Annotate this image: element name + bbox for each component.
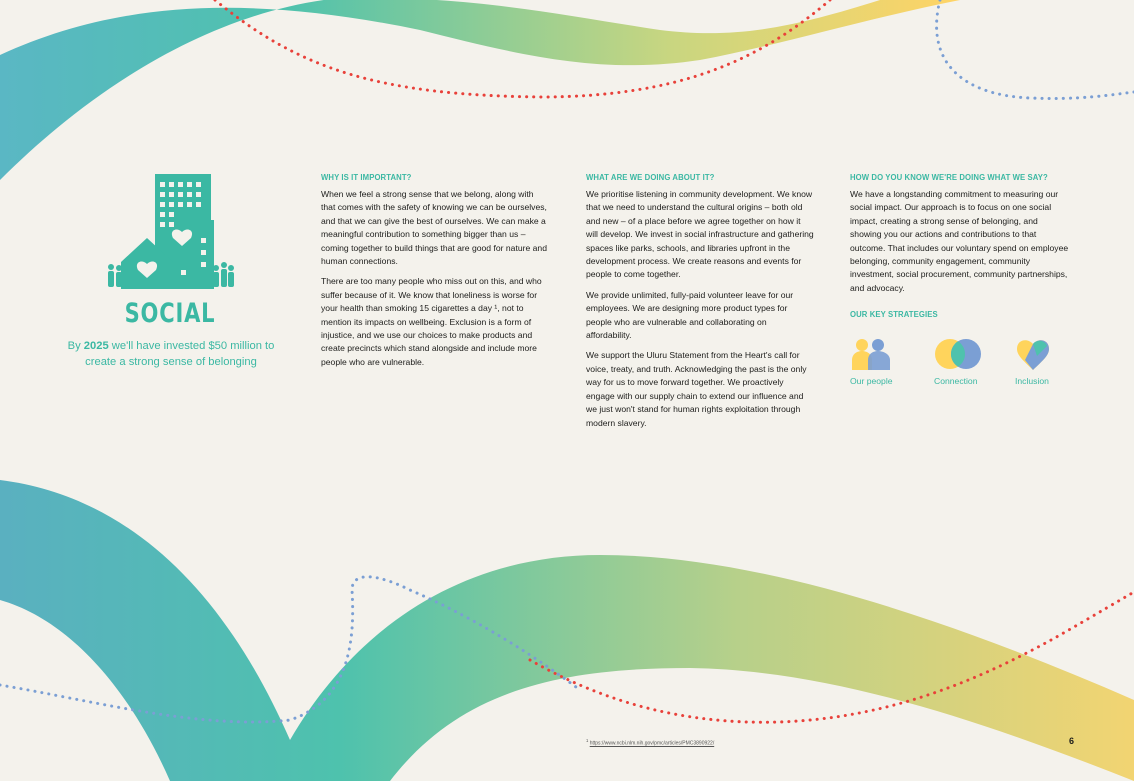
- column-what-doing: [586, 172, 814, 437]
- page-number: 6: [1069, 736, 1075, 746]
- column-heading: WHY IS IT IMPORTANT?: [321, 172, 412, 182]
- column-how-know: [850, 172, 1070, 325]
- strategy-our-people: [850, 338, 920, 386]
- paragraph: There are too many people who miss out on this, and who suffer because of it. We know that loneliness is worse for your health than smoking 15 cigarettes a day ¹, not to mention its impacts on wellbeing. Exclusion is a form of injustice, and we use our choices to make products and create precincts which stand alongside and include more people who are vulnerable.: [321, 276, 542, 367]
- community-building-icon: [105, 172, 237, 294]
- section-tagline: By 2025 we'll have invested $50 million to create a strong sense of belonging: [67, 340, 275, 368]
- top-ribbon: [0, 0, 960, 180]
- strategy-label: Our people: [850, 376, 893, 386]
- bottom-ribbon: [0, 480, 1134, 781]
- strategies-heading: OUR KEY STRATEGIES: [850, 309, 938, 320]
- strategy-label: Connection: [934, 376, 978, 386]
- footnote: $^1$ https://www.ncbi.nlm.nih.gov/pmc/articles/PMC3890922/: [586, 738, 715, 747]
- strategy-connection: [934, 338, 1004, 386]
- paragraph: We provide unlimited, fully-paid volunteer leave for our employees. We are designing more product types for people who are vulnerable and collaborating on affordability.: [586, 289, 794, 341]
- footnote-link[interactable]: https://www.ncbi.nlm.nih.gov/pmc/articles/PMC3890922/: [589, 740, 715, 747]
- heart-icon: [1015, 338, 1055, 372]
- paragraph: We support the Uluru Statement from the Heart's call for voice, treaty, and truth. Acknowledging the past is the only way for us to move forward together. We proactively engage with our supply chain to extend our influence and we just won't stand for human rights exploitation through modern slavery.: [586, 350, 807, 428]
- column-heading: HOW DO YOU KNOW WE'RE DOING WHAT WE SAY?: [850, 172, 1048, 182]
- strategy-inclusion: [1015, 338, 1085, 386]
- blue-dotted-line-top: [937, 0, 1134, 98]
- connection-icon: [934, 338, 984, 372]
- column-why-important: [321, 172, 549, 376]
- paragraph: We prioritise listening in community development. We know that we need to understand the cultural origins – both old and new – of a place before we agree together on how it will develop. We invest in social infrastructure and gathering spaces like parks, schools, and libraries upfront in the development process. We create reasons and events for people to come together.: [586, 189, 814, 280]
- paragraph: When we feel a strong sense that we belong, along with that comes with the safety of knowing we can be ourselves, and that we can give the best of ourselves. We can make a meaningful contribution to something bigger than us – coming together to build things that are good for nature and human connections.: [321, 189, 547, 267]
- paragraph: We have a longstanding commitment to measuring our social impact. Our approach is to focus on one social impact, creating a strong sense of belonging, and showing you our actions and contributions to that outcome. That includes our voluntary spend on employee belonging, community engagement, community investment, social procurement, community partnerships, and advocacy.: [850, 189, 1069, 293]
- people-icon: [850, 338, 894, 372]
- column-heading: WHAT ARE WE DOING ABOUT IT?: [586, 172, 715, 182]
- key-strategies: [850, 338, 1080, 394]
- tagline-year: 2025: [83, 340, 109, 352]
- strategy-label: Inclusion: [1015, 376, 1049, 386]
- section-title: SOCIAL: [124, 298, 216, 329]
